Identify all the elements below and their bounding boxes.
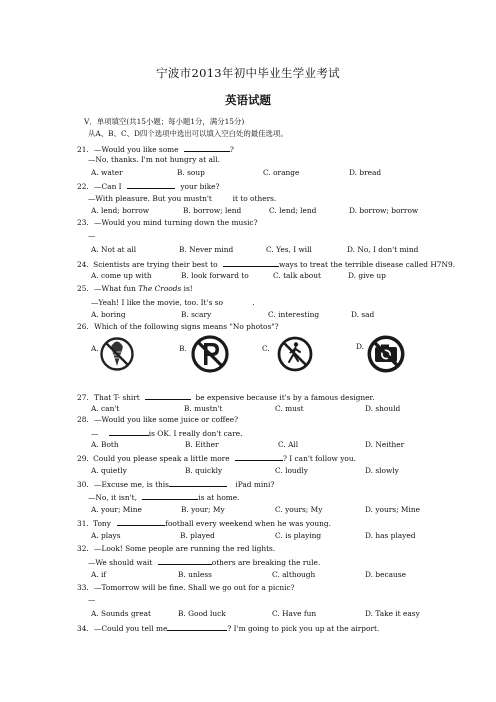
no-photos-sign-icon[interactable] <box>366 334 406 374</box>
question-number: 26. <box>77 322 89 331</box>
option-b[interactable]: B. borrow; lend <box>183 206 242 215</box>
question-text: —With pleasure. But you mustn't <box>88 194 212 203</box>
option-d[interactable]: D. No, I don't mind <box>347 245 419 254</box>
question-21 <box>77 144 234 153</box>
exam-subtitle: 英语试题 <box>225 93 271 107</box>
option-d[interactable]: D. slowly <box>365 466 399 475</box>
question-text: . <box>252 298 255 307</box>
option-a[interactable]: A. come up with <box>91 271 152 280</box>
option-b[interactable]: B. played <box>180 531 215 540</box>
question-28 <box>77 416 238 423</box>
answer-blank[interactable] <box>184 144 230 152</box>
question-text: be expensive because it's by a famous designer. <box>195 393 375 402</box>
question-number: 24. <box>77 260 89 269</box>
option-c[interactable]: C. although <box>272 570 316 579</box>
question-23 <box>77 219 258 226</box>
question-text: is at home. <box>198 493 240 502</box>
question-28-reply <box>91 428 242 437</box>
option-d[interactable]: D. give up <box>348 271 386 280</box>
question-text: is OK. I really don't care. <box>148 429 243 438</box>
question-text: ? <box>229 145 234 154</box>
option-d[interactable]: D. <box>356 342 365 351</box>
answer-blank[interactable] <box>167 623 227 631</box>
answer-blank[interactable] <box>158 557 212 565</box>
answer-blank[interactable] <box>145 392 191 400</box>
question-27 <box>77 392 375 401</box>
question-number: 34. <box>77 624 89 633</box>
question-text: others are breaking the rule. <box>211 558 321 567</box>
question-text: —Would you like some <box>94 145 179 154</box>
option-d[interactable]: D. yours; Mine <box>365 505 420 514</box>
option-b[interactable]: B. mustn't <box>184 404 223 413</box>
option-a[interactable]: A. plays <box>91 531 121 540</box>
exam-title: 宁波市2013年初中毕业生学业考试 <box>156 66 340 80</box>
question-32-reply <box>88 557 320 566</box>
question-number: 21. <box>77 145 89 154</box>
option-b[interactable]: B. <box>179 344 187 353</box>
option-c[interactable]: C. Yes, I will <box>266 245 312 254</box>
question-number: 22. <box>77 182 89 191</box>
question-30 <box>77 479 274 488</box>
option-b[interactable]: B. Good luck <box>178 609 226 618</box>
answer-blank[interactable] <box>228 298 255 307</box>
question-22-reply <box>88 194 276 202</box>
question-text: Which of the following signs means "No photos"? <box>94 322 279 331</box>
answer-blank[interactable] <box>235 453 283 461</box>
option-a[interactable]: A. Sounds great <box>91 609 151 618</box>
question-text: —Tomorrow will be fine. Shall we go out for a picnic? <box>94 583 295 592</box>
answer-blank[interactable] <box>223 259 279 267</box>
question-text: ? I'm going to pick you up at the airport. <box>227 624 380 633</box>
question-text: Tony <box>93 519 111 528</box>
option-a[interactable]: A. can't <box>91 404 120 413</box>
question-text: —Would you like some juice or coffee? <box>94 415 239 424</box>
option-d[interactable]: D. borrow; borrow <box>349 206 419 215</box>
section-heading: V．单项填空(共15小题；每小题1分，满分15分) <box>84 117 245 126</box>
option-c[interactable]: C. <box>262 344 270 353</box>
no-ice-cream-sign-icon[interactable] <box>98 335 136 373</box>
option-c[interactable]: C. lend; lend <box>269 206 317 215</box>
option-c[interactable]: C. All <box>278 440 299 449</box>
option-a[interactable]: A. <box>91 344 99 353</box>
question-number: 32. <box>77 544 89 553</box>
option-c[interactable]: C. orange <box>263 168 300 177</box>
question-text: ways to treat the terrible disease called H7N9. <box>278 260 455 269</box>
option-a[interactable]: A. if <box>91 570 107 579</box>
question-31 <box>77 518 331 527</box>
question-26 <box>77 323 279 330</box>
option-b[interactable]: B. scary <box>181 310 212 319</box>
option-c[interactable]: C. talk about <box>273 271 321 280</box>
answer-blank[interactable] <box>169 479 227 487</box>
question-text: —Could you tell me <box>94 624 168 633</box>
question-text: — <box>91 429 99 438</box>
question-text: Could you please speak a little more <box>93 454 230 463</box>
option-c[interactable]: C. must <box>275 404 304 413</box>
option-b[interactable]: B. Never mind <box>179 245 234 254</box>
option-d[interactable]: D. Take it easy <box>365 609 420 618</box>
question-32 <box>77 545 275 552</box>
no-parking-sign-icon[interactable] <box>190 334 230 374</box>
section-instruction: 从A、B、C、D四个选项中选出可以填入空白处的最佳选项。 <box>88 129 288 138</box>
question-23-reply: — <box>88 231 96 240</box>
question-29 <box>77 453 356 462</box>
option-d[interactable]: D. has played <box>365 531 416 540</box>
question-text: —Can I <box>94 182 122 191</box>
question-number: 23. <box>77 218 89 227</box>
question-text: football every weekend when he was young. <box>165 519 331 528</box>
question-text: —Look! Some people are running the red lights. <box>94 544 276 553</box>
question-text: Scientists are trying their best to <box>93 260 218 269</box>
option-a[interactable]: A. water <box>91 168 123 177</box>
option-b[interactable]: B. Either <box>185 440 219 449</box>
question-number: 33. <box>77 583 89 592</box>
option-c[interactable]: C. loudly <box>275 466 308 475</box>
option-d[interactable]: D. because <box>365 570 406 579</box>
option-d[interactable]: D. sad <box>351 310 375 319</box>
option-a[interactable]: A. Both <box>91 440 119 449</box>
option-c[interactable]: C. Have fun <box>272 609 317 618</box>
option-b[interactable]: B. your; My <box>181 505 225 514</box>
question-text: ? I can't follow you. <box>282 454 356 463</box>
option-b[interactable]: B. unless <box>178 570 212 579</box>
question-34 <box>77 623 379 632</box>
option-c[interactable]: C. interesting <box>268 310 320 319</box>
question-text: —Yeah! I like the movie, too. It's so <box>91 298 223 307</box>
answer-blank[interactable] <box>142 492 198 500</box>
question-33 <box>77 584 295 591</box>
question-text: is! <box>183 284 193 293</box>
question-text: it to others. <box>232 194 277 203</box>
question-number: 27. <box>77 393 89 402</box>
option-d[interactable]: D. bread <box>349 168 382 177</box>
option-a[interactable]: A. lend; borrow <box>91 206 150 215</box>
option-b[interactable]: B. look forward to <box>181 271 249 280</box>
option-b[interactable]: B. quickly <box>185 466 223 475</box>
option-d[interactable]: D. should <box>365 404 401 413</box>
question-number: 30. <box>77 480 89 489</box>
question-text: That T- shirt <box>94 393 140 402</box>
answer-blank[interactable] <box>127 181 175 189</box>
question-24 <box>77 259 455 268</box>
question-text: —No, it isn't, <box>88 493 137 502</box>
movie-title: The Croods <box>138 284 182 293</box>
no-pedestrians-sign-icon[interactable] <box>276 335 314 373</box>
question-21-reply: —No, thanks. I'm not hungry at all. <box>88 155 220 164</box>
option-a[interactable]: A. Not at all <box>91 245 137 254</box>
answer-blank[interactable] <box>109 428 149 436</box>
option-c[interactable]: C. yours; My <box>275 505 323 514</box>
question-25 <box>77 285 193 292</box>
question-22 <box>77 181 220 190</box>
question-text: iPad mini? <box>235 480 275 489</box>
option-c[interactable]: C. is playing <box>275 531 322 540</box>
option-a[interactable]: A. your; Mine <box>91 505 142 514</box>
question-number: 25. <box>77 284 89 293</box>
answer-blank[interactable] <box>117 518 165 526</box>
question-text: —Excuse me, is this <box>94 480 169 489</box>
option-a[interactable]: A. quietly <box>91 466 127 475</box>
question-text: —What fun <box>94 284 136 293</box>
question-33-reply: — <box>88 595 96 604</box>
question-30-reply <box>88 492 240 501</box>
question-number: 31. <box>77 519 89 528</box>
option-b[interactable]: B. soup <box>177 168 205 177</box>
question-text: your bike? <box>180 182 220 191</box>
question-number: 29. <box>77 454 89 463</box>
option-a[interactable]: A. boring <box>91 310 126 319</box>
question-text: —We should wait <box>88 558 153 567</box>
question-text: —Would you mind turning down the music? <box>94 218 258 227</box>
option-d[interactable]: D. Neither <box>365 440 405 449</box>
question-number: 28. <box>77 415 89 424</box>
question-25-reply <box>91 298 255 306</box>
